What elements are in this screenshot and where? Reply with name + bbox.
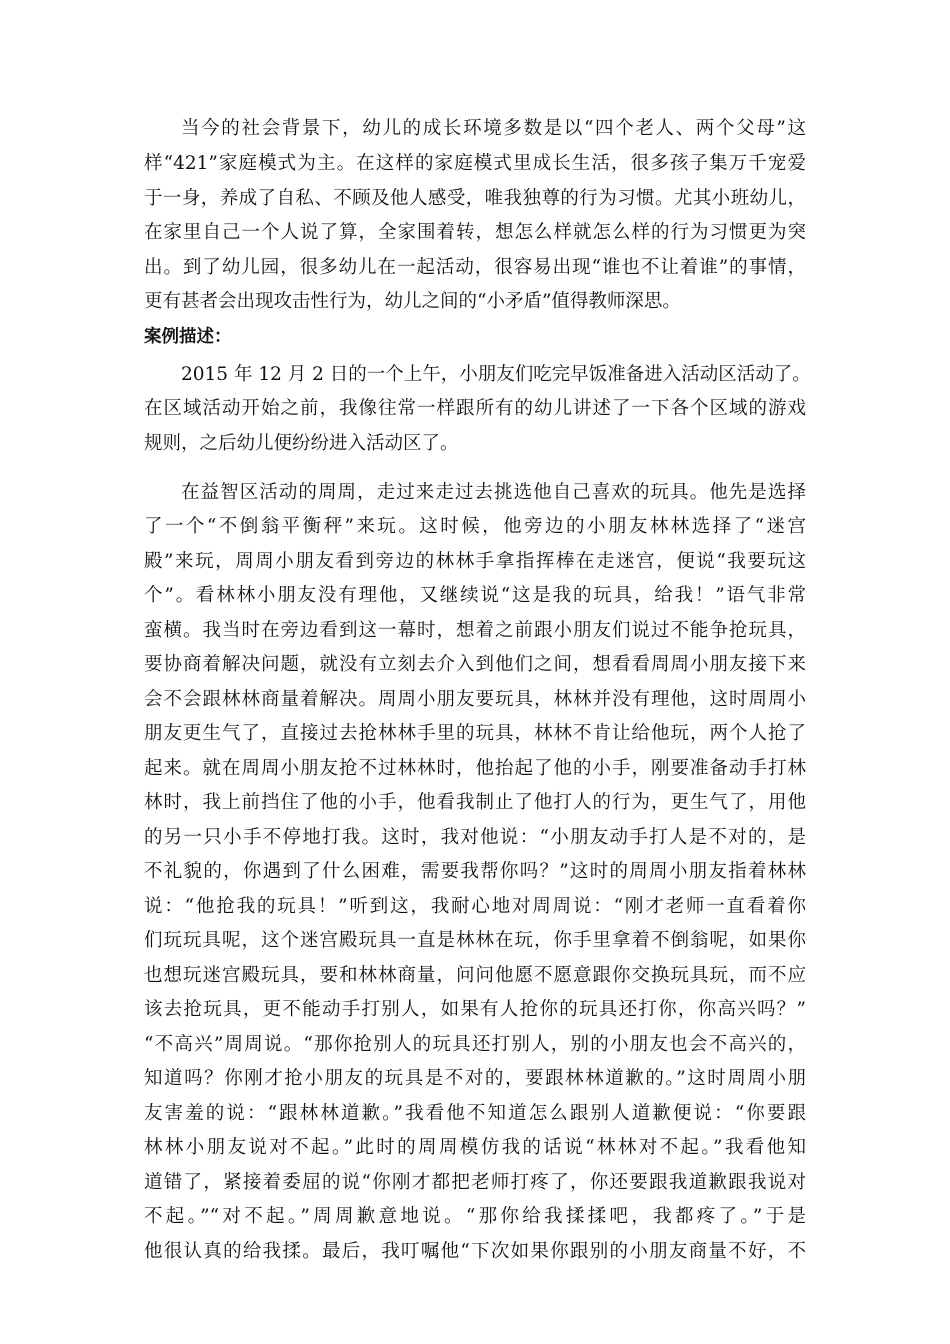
paragraph-1-line-5: 出。到了幼儿园，很多幼儿在一起活动，很容易出现“谁也不让着谁”的事情， (144, 257, 806, 278)
paragraph-1-line-4: 在家里自己一个人说了算，全家围着转，想怎么样就怎么样的行为习惯更为突 (144, 222, 806, 243)
paragraph-2-line-2: 在区域活动开始之前，我像往常一样跟所有的幼儿讲述了一下各个区域的游戏 (144, 398, 806, 419)
paragraph-2-line-1: 2015 年 12 月 2 日的一个上午，小朋友们吃完早饭准备进入活动区活动了。 (181, 364, 811, 385)
paragraph-3-line-13: 说：“他抢我的玩具！”听到这，我耐心地对周周说：“刚才老师一直看着你 (144, 896, 806, 917)
paragraph-1-line-1: 当今的社会背景下，幼儿的成长环境多数是以“四个老人、两个父母”这 (181, 118, 806, 139)
paragraph-3-line-5: 蛮横。我当时在旁边看到这一幕时，想着之前跟小朋友们说过不能争抢玩具， (144, 620, 806, 641)
paragraph-3-line-4: 个”。看林林小朋友没有理他，又继续说“这是我的玩具，给我！”语气非常 (144, 585, 806, 606)
paragraph-3-line-15: 也想玩迷宫殿玩具，要和林林商量，问问他愿不愿意跟你交换玩具玩，而不应 (144, 965, 806, 986)
paragraph-3-line-11: 的另一只小手不停地打我。这时，我对他说：“小朋友动手打人是不对的，是 (144, 827, 806, 848)
paragraph-2-line-3: 规则，之后幼儿便纷纷进入活动区了。 (144, 433, 459, 454)
paragraph-3-line-1: 在益智区活动的周周，走过来走过去挑选他自己喜欢的玩具。他先是选择 (181, 482, 806, 503)
paragraph-3-line-8: 朋友更生气了，直接过去抢林林手里的玩具，林林不肯让给他玩，两个人抢了 (144, 723, 806, 744)
paragraph-3-line-12: 不礼貌的，你遇到了什么困难，需要我帮你吗？”这时的周周小朋友指着林林 (144, 861, 806, 882)
paragraph-3-line-19: 友害羞的说：“跟林林道歉。”我看他不知道怎么跟别人道歉便说：“你要跟 (144, 1103, 806, 1124)
paragraph-3-line-10: 林时，我上前挡住了他的小手，他看我制止了他打人的行为，更生气了，用他 (144, 792, 806, 813)
paragraph-1-line-3: 于一身，养成了自私、不顾及他人感受，唯我独尊的行为习惯。尤其小班幼儿， (144, 188, 806, 209)
paragraph-3-line-3: 殿”来玩，周周小朋友看到旁边的林林手拿指挥棒在走迷宫，便说“我要玩这 (144, 551, 806, 572)
paragraph-3-line-7: 会不会跟林林商量着解决。周周小朋友要玩具，林林并没有理他，这时周周小 (144, 689, 806, 710)
paragraph-3-line-9: 起来。就在周周小朋友抢不过林林时，他抬起了他的小手，刚要准备动手打林 (144, 758, 806, 779)
paragraph-3-line-20: 林林小朋友说对不起。”此时的周周模仿我的话说“林林对不起。”我看他知 (144, 1137, 806, 1158)
paragraph-3-line-17: “不高兴”周周说。“那你抢别人的玩具还打别人，别的小朋友也会不高兴的， (144, 1034, 806, 1055)
paragraph-3-line-2: 了一个“不倒翁平衡秤”来玩。这时候，他旁边的小朋友林林选择了“迷宫 (144, 516, 806, 537)
paragraph-3-line-16: 该去抢玩具，更不能动手打别人，如果有人抢你的玩具还打你，你高兴吗？” (144, 999, 806, 1020)
paragraph-1-line-2: 样“421”家庭模式为主。在这样的家庭模式里成长生活，很多孩子集万千宠爱 (144, 153, 806, 174)
section-heading: 案例描述： (144, 327, 232, 347)
paragraph-3-line-23: 他很认真的给我揉。最后，我叮嘱他“下次如果你跟别的小朋友商量不好，不 (144, 1241, 806, 1262)
paragraph-3-line-14: 们玩玩具呢，这个迷宫殿玩具一直是林林在玩，你手里拿着不倒翁呢，如果你 (144, 930, 806, 951)
paragraph-3-line-18: 知道吗？你刚才抢小朋友的玩具是不对的，要跟林林道歉的。”这时周周小朋 (144, 1068, 806, 1089)
paragraph-3-line-22: 不起。”“对不起。”周周歉意地说。“那你给我揉揉吧，我都疼了。”于是 (144, 1206, 806, 1227)
paragraph-3-line-21: 道错了，紧接着委屈的说“你刚才都把老师打疼了，你还要跟我道歉跟我说对 (144, 1172, 806, 1193)
paragraph-1-line-6: 更有甚者会出现攻击性行为，幼儿之间的“小矛盾”值得教师深思。 (144, 291, 681, 312)
paragraph-3-line-6: 要协商着解决问题，就没有立刻去介入到他们之间，想看看周周小朋友接下来 (144, 654, 806, 675)
